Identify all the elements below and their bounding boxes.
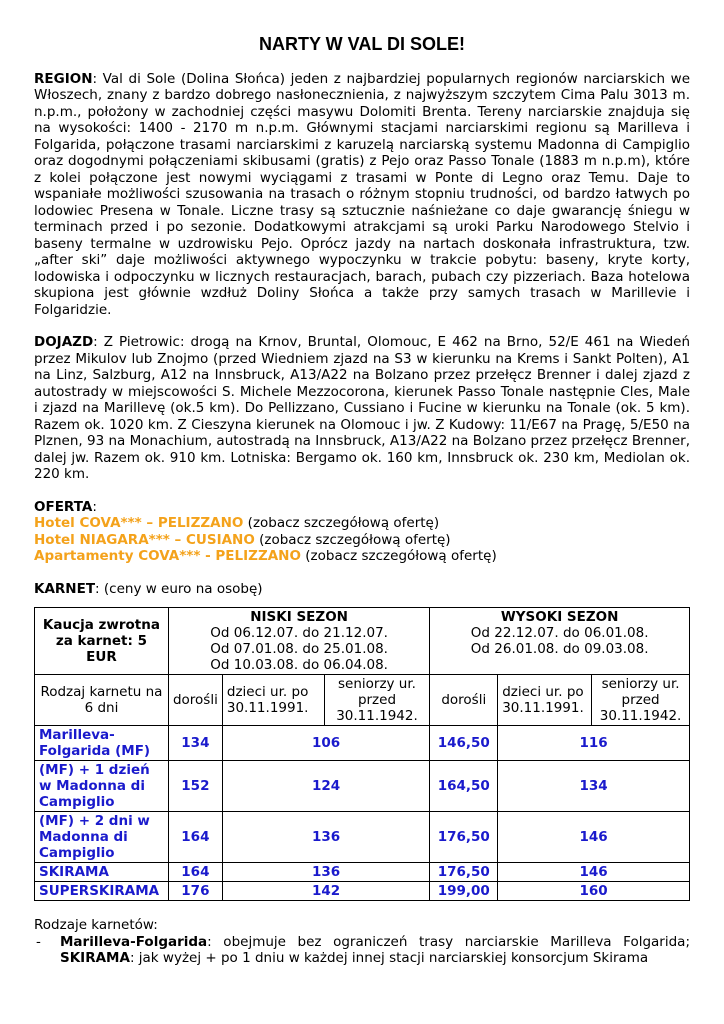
season-date: Od 26.01.08. do 09.03.08. (470, 641, 649, 657)
dzieci-header: dzieci ur. po 30.11.1991. (222, 675, 324, 726)
price-cell: 136 (222, 812, 429, 863)
region-text: : Val di Sole (Dolina Słońca) jeden z najbardziej popularnych regionów narciarskich we Włoszech, znany z bardzo dobrego nasłonecznienia, z najwyższym szczytem Cima Palu 3013 m. n.p.m., położony w zachodniej części masywu Dolomiti Brenta. Tereny narciarskie znajduja się na wysokości: 1400 - 2170 m n.p.m. Głównymi stacjami narciarskimi regionu są Marilleva i Folgarida, połączone trasami narciarskimi z karuzelą narciarską systemu Madonna di Campiglio oraz dogodnymi połączeniami skibusami (gratis) z Pejo oraz Passo Tonale (1883 m n.p.m), które z kolei połączone jest nowymi wyciągami z trasami w Ponte di Legno oraz Temu. Daje to wspaniałe możliwości szusowania na trasach o różnym stopniu trudności, od bardzo łatwych po lodowiec Presena w Tonale. Liczne trasy są sztucznie naśnieżane co daje gwarancję śniegu w terminach przed i po sezonie. Dodatkowymi atrakcjami są uroki Parku Narodowego Stelvio i baseny termalne w uzdrowisku Pejo. Oprócz jazdy na nartach doskonała infrastruktura, tzw. „after ski” daje możliwości aktywnego wypoczynku w trakcie pobytu: baseny, kryte korty, lodowiska i odpoczynku w licznych restauracjach, barach, pubach czy pizzeriach. Baza hotelowa skupiona jest głównie wzdłuż Doliny Słońca a także przy samych trasach w Marillevie i Folgaridzie. (34, 70, 690, 318)
region-label: REGION (34, 70, 93, 87)
season-date: Od 07.01.08. do 25.01.08. (210, 641, 388, 657)
wysoki-sezon-title: WYSOKI SEZON (500, 609, 619, 625)
karnet-name: SUPERSKIRAMA (35, 882, 169, 901)
price-cell: 160 (498, 882, 690, 901)
karnet-price-table (34, 607, 690, 901)
karnet-label: KARNET (34, 580, 96, 597)
table-row (35, 882, 690, 901)
table-header-row (35, 608, 690, 675)
rodzaj-header: Rodzaj karnetu na 6 dni (35, 675, 169, 726)
karnet-type-desc: : jak wyżej + po 1 dniu w każdej innej stacji narciarskiej konsorcjum Skirama (129, 950, 649, 966)
table-subheader-row (35, 675, 690, 726)
dojazd-text: : Z Pietrowic: drogą na Krnov, Bruntal, Olomouc, E 462 na Brno, 52/E 461 na Wiedeń przez Mikulov lub Znojmo (przed Wiedniem zjazd na S3 w kierunku na Krems i Sankt Polten), A1 na Linz, Salzburg, A12 na Innsbruck, A13/A22 na Bolzano przez przełęcz Brenner i dalej zjazd z autostrady w miejscowości S. Michele Mezzocorona, kierunek Passo Tonale następnie Cles, Male i zjazd na Marillevę (ok.5 km). Do Pellizzano, Cussiano i Fucine w kierunku na Tonale (ok. 5 km). Razem ok. 1020 km. Z Cieszyna kierunek na Olomouc i jw. Z Kudowy: 11/E67 na Pragę, 5/E50 na Plznen, 93 na Monachium, autostradą na Innsbruck, A13/A22 na Bolzano przez przełęcz Brenner, dalej jw. Razem ok. 910 km. Lotniska: Bergamo ok. 160 km, Innsbruck ok. 230 km, Mediolan ok. 220 km. (34, 334, 690, 482)
niski-sezon-header (168, 608, 429, 675)
offer-item (34, 548, 690, 565)
wysoki-sezon-header (430, 608, 690, 675)
price-cell: 176,50 (430, 812, 498, 863)
offer-item (34, 515, 690, 532)
karnet-type-desc: : obejmuje bez ograniczeń trasy narciarskie Marilleva Folgarida; (207, 933, 690, 950)
table-row (35, 726, 690, 761)
price-cell: 124 (222, 761, 429, 812)
price-cell: 164 (168, 863, 222, 882)
list-item (34, 934, 690, 967)
dorosli-header: dorośli (168, 675, 222, 726)
document-page (34, 36, 690, 967)
offer-link[interactable]: Hotel NIAGARA*** – CUSIANO (34, 531, 255, 548)
offer-note: (zobacz szczegółową ofertę) (254, 531, 451, 548)
seniorzy-header: seniorzy ur. przed 30.11.1942. (592, 675, 690, 726)
season-date: Od 06.12.07. do 21.12.07. (210, 625, 388, 641)
rodzaje-list (34, 934, 690, 967)
karnet-name: Marilleva-Folgarida (MF) (35, 726, 169, 761)
price-cell: 199,00 (430, 882, 498, 901)
table-row (35, 812, 690, 863)
dojazd-paragraph (34, 334, 690, 483)
offer-item (34, 532, 690, 549)
oferta-colon: : (92, 498, 97, 515)
season-date: Od 10.03.08. do 06.04.08. (210, 657, 388, 673)
oferta-heading (34, 499, 690, 516)
price-cell: 142 (222, 882, 429, 901)
oferta-label: OFERTA (34, 498, 93, 515)
karnet-text: : (ceny w euro na osobę) (95, 580, 263, 597)
price-cell: 152 (168, 761, 222, 812)
dojazd-label: DOJAZD (34, 334, 94, 350)
price-cell: 176,50 (430, 863, 498, 882)
kaucja-cell: Kaucja zwrotna za karnet: 5 EUR (35, 608, 169, 675)
karnet-name: (MF) + 1 dzień w Madonna di Campiglio (35, 761, 169, 812)
offer-link[interactable]: Apartamenty COVA*** - PELIZZANO (34, 548, 301, 564)
price-cell: 134 (168, 726, 222, 761)
table-row (35, 863, 690, 882)
price-cell: 164 (168, 812, 222, 863)
page-title: NARTY W VAL DI SOLE! (258, 34, 465, 54)
price-cell: 146,50 (430, 726, 498, 761)
table-row (35, 761, 690, 812)
price-cell: 136 (222, 863, 429, 882)
offer-note: (zobacz szczegółową ofertę) (243, 515, 440, 531)
price-cell: 146 (498, 812, 690, 863)
season-date: Od 22.12.07. do 06.01.08. (470, 625, 649, 641)
region-paragraph (34, 71, 690, 319)
offer-note: (zobacz szczegółową ofertę) (300, 548, 497, 564)
offer-link[interactable]: Hotel COVA*** – PELIZZANO (34, 515, 244, 531)
karnet-type-name: SKIRAMA (60, 950, 130, 966)
price-cell: 116 (498, 726, 690, 761)
dzieci-header: dzieci ur. po 30.11.1991. (498, 675, 592, 726)
price-cell: 106 (222, 726, 429, 761)
rodzaje-intro: Rodzaje karnetów: (34, 917, 158, 933)
price-cell: 176 (168, 882, 222, 901)
seniorzy-header: seniorzy ur. przed 30.11.1942. (324, 675, 430, 726)
karnet-heading (34, 581, 690, 598)
karnet-name: SKIRAMA (35, 863, 169, 882)
dorosli-header: dorośli (430, 675, 498, 726)
price-cell: 164,50 (430, 761, 498, 812)
karnet-type-name: Marilleva-Folgarida (60, 933, 208, 950)
price-cell: 134 (498, 761, 690, 812)
karnet-name: (MF) + 2 dni w Madonna di Campiglio (35, 812, 169, 863)
price-cell: 146 (498, 863, 690, 882)
niski-sezon-title: NISKI SEZON (250, 609, 348, 625)
